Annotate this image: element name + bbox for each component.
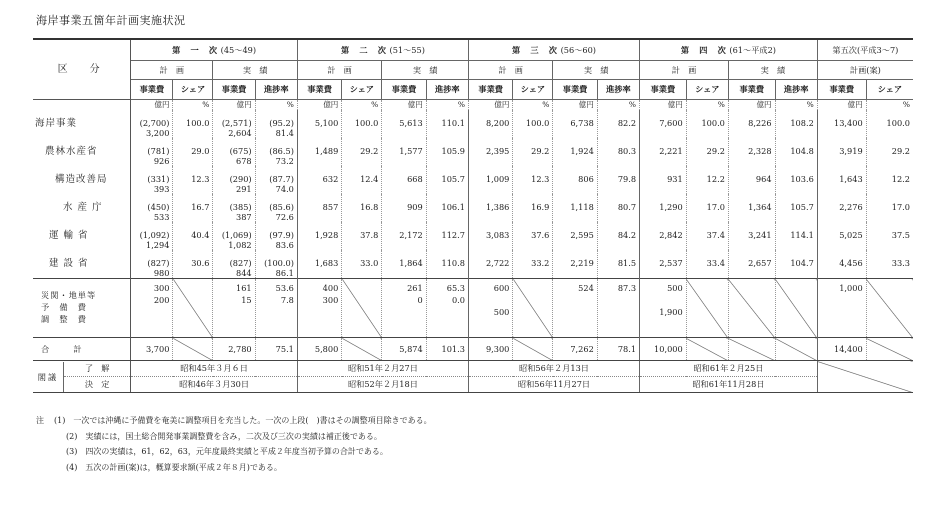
p4-plan-share-cell: 17.0: [686, 194, 728, 222]
disaster-label: 災関・地単等: [41, 290, 97, 301]
row-label: 構造改善局: [33, 166, 131, 194]
p1-plan-share-cell: 40.4: [173, 222, 213, 250]
p2-progress-cell: 106.1: [426, 194, 468, 222]
p4-plan-share-cell: 12.2: [686, 166, 728, 194]
p2-progress-header: 進捗率: [426, 80, 468, 100]
note-num: (1): [54, 416, 66, 425]
kakugi-approve-label: 了 解: [64, 361, 130, 377]
table-row: [33, 166, 913, 194]
unit-oku: 億円: [468, 100, 512, 111]
p1-actual-cost-cell: (827) 844: [213, 250, 255, 279]
table-row: [33, 138, 913, 166]
row-label: 建設省: [33, 250, 131, 279]
p4-progress-cell: 105.7: [775, 194, 817, 222]
other-row-labels: [33, 279, 131, 338]
note-num: (2): [66, 431, 78, 441]
period2-range: (51〜55): [389, 44, 425, 55]
p2-progress-cell: 110.8: [426, 250, 468, 279]
empty-cell: [728, 338, 775, 361]
empty-cell: [866, 279, 913, 338]
p4-progress-cell: 104.7: [775, 250, 817, 279]
note-text: 四次の実績は，61，62，63，元年度最終実績と平成２年度当初予算の合計である。: [85, 447, 388, 456]
p3-plan-share-header: シェア: [513, 80, 553, 100]
p5-plan-share-cell: 17.0: [891, 202, 910, 213]
p4-progress-cell: 114.1: [775, 222, 817, 250]
p5-plan-share-cell: 100.0: [886, 118, 910, 129]
unit-pct: %: [775, 100, 817, 111]
period1-name: 第 一 次: [172, 44, 219, 55]
empty-cell: [686, 279, 728, 338]
p2-actual-cost-cell: 2,172: [382, 222, 426, 250]
p5-total-plan: 14,400: [817, 338, 866, 361]
unit-pct: %: [342, 100, 382, 111]
p5-plan-share-cell: 37.5: [891, 230, 910, 241]
period4-name: 第 四 次: [680, 44, 727, 55]
p2-plan-cost-cell: 1,489: [297, 138, 341, 166]
unit-oku: 億円: [131, 100, 173, 111]
p4-actual-header: 実 績: [728, 61, 817, 80]
p3-plan-cost-cell: 1,386: [468, 194, 512, 222]
unit-row: [33, 100, 913, 111]
p3-plan-header: 計 画: [468, 61, 552, 80]
p2-plan-share-cell: 37.8: [342, 222, 382, 250]
page-title: 海岸事業五箇年計画実施状況: [36, 14, 186, 27]
p1-other-progress: 53.6 7.8: [255, 279, 297, 338]
row-label: 農林水産省: [33, 138, 131, 166]
period5-name: 第五次(平成3〜7): [832, 44, 899, 55]
p4-plan-share-cell: 100.0: [686, 110, 728, 138]
p4-actual-cost-cell: 3,241: [728, 222, 775, 250]
p3-progress-cell: 80.3: [597, 138, 639, 166]
unit-oku: 億円: [382, 100, 426, 111]
p2-actual-cost-cell: 668: [382, 166, 426, 194]
p3-plan-cost-cell: 2,722: [468, 250, 512, 279]
empty-cell: [686, 338, 728, 361]
unit-pct: %: [513, 100, 553, 111]
p4-plan-cost-header: 事業費: [640, 80, 687, 100]
p2-plan-cost-header: 事業費: [297, 80, 341, 100]
kakugi-decide-label: 決 定: [84, 379, 110, 389]
p3-actual-cost-header: 事業費: [553, 80, 597, 100]
empty-cell: [173, 279, 213, 338]
note-4: [36, 460, 432, 476]
p5-plan-share-header: シェア: [866, 80, 913, 100]
p2-plan-cost-cell: 1,928: [297, 222, 341, 250]
p3-progress-cell: 81.5: [597, 250, 639, 279]
p1-plan-share-cell: 30.6: [173, 250, 213, 279]
p4-progress-header: 進捗率: [775, 80, 817, 100]
p1-plan-share-cell: 16.7: [173, 194, 213, 222]
notes-lead: 注: [36, 416, 44, 425]
p1-progress-cell: (86.5) 73.2: [255, 138, 297, 166]
p1-plan-cost-cell: (1,092) 1,294: [131, 222, 173, 250]
table-row: [33, 194, 913, 222]
period2-header: [297, 39, 468, 61]
p5-plan-cost-cell: 4,456: [817, 250, 866, 279]
p2-plan-share-cell: 12.4: [342, 166, 382, 194]
p5-plan-cost-cell: 13,400: [817, 110, 866, 138]
p5-plan-share-cell: 33.3: [891, 258, 910, 269]
p4-actual-cost-cell: 1,364: [728, 194, 775, 222]
p3-progress-cell: 82.2: [597, 110, 639, 138]
kakugi-label-cell: [33, 361, 131, 393]
p2-actual-header: 実 績: [382, 61, 469, 80]
p2-actual-cost-cell: 5,613: [382, 110, 426, 138]
p3-progress-cell: 84.2: [597, 222, 639, 250]
p4-plan-header: 計 画: [640, 61, 729, 80]
p2-decide-date: 昭和52年２月18日: [297, 377, 468, 393]
p2-total-progress: 101.3: [426, 338, 468, 361]
p4-progress-cell: 103.6: [775, 166, 817, 194]
unit-oku: 億円: [213, 100, 255, 111]
p3-plan-cost-cell: 2,395: [468, 138, 512, 166]
p3-actual-cost-cell: 6,738: [553, 110, 597, 138]
p3-plan-cost-cell: 1,009: [468, 166, 512, 194]
note-num: (3): [66, 447, 78, 456]
period1-header: [131, 39, 298, 61]
p3-plan-cost-cell: 3,083: [468, 222, 512, 250]
p4-plan-share-header: シェア: [686, 80, 728, 100]
p1-approve-date: 昭和45年３月６日: [131, 361, 298, 377]
p4-plan-cost-cell: 2,221: [640, 138, 687, 166]
unit-oku: 億円: [640, 100, 687, 111]
p2-plan-cost-cell: 857: [297, 194, 341, 222]
p3-total-cost: 7,262: [553, 338, 597, 361]
p4-actual-cost-cell: 8,226: [728, 110, 775, 138]
empty-cell: [775, 279, 817, 338]
p1-actual-cost-cell: (2,571) 2,604: [213, 110, 255, 138]
data-body: [33, 110, 913, 279]
empty-cell: [342, 279, 382, 338]
empty-cell: [775, 338, 817, 361]
kakugi-decide-row: [33, 377, 913, 393]
p5-plan-cost-cell: 1,643: [817, 166, 866, 194]
p4-actual-cost-cell: 964: [728, 166, 775, 194]
unit-blank: [33, 100, 131, 111]
p3-actual-cost-cell: 2,219: [553, 250, 597, 279]
p4-actual-cost-header: 事業費: [728, 80, 775, 100]
total-label: 合 計: [33, 338, 131, 361]
p5-plan-share-cell: 12.2: [891, 174, 910, 185]
table-row: [33, 110, 913, 138]
p2-plan-cost-cell: 1,683: [297, 250, 341, 279]
p3-plan-share-cell: 33.2: [513, 250, 553, 279]
period1-range: (45〜49): [220, 44, 257, 55]
p3-other-cost: 524: [553, 279, 597, 338]
p3-plan-cost-header: 事業費: [468, 80, 512, 100]
p3-progress-cell: 80.7: [597, 194, 639, 222]
p1-decide-date: 昭和46年３月30日: [131, 377, 298, 393]
category-header: 区 分: [33, 39, 131, 100]
p1-plan-share-header: シェア: [173, 80, 213, 100]
p3-other-progress: 87.3: [597, 279, 639, 338]
p3-progress-header: 進捗率: [597, 80, 639, 100]
p3-actual-cost-cell: 2,595: [553, 222, 597, 250]
p2-plan-cost-cell: 632: [297, 166, 341, 194]
p5-plan-cost-header: 事業費: [817, 80, 866, 100]
p5-plan-share-cell: 29.2: [891, 146, 910, 157]
p5-plan-cost-cell: 5,025: [817, 222, 866, 250]
empty-cell: [342, 338, 382, 361]
p4-approve-date: 昭和61年２月25日: [640, 361, 818, 377]
p1-progress-cell: (97.9) 83.6: [255, 222, 297, 250]
p2-total-cost: 5,874: [382, 338, 426, 361]
p4-decide-date: 昭和61年11月28日: [640, 377, 818, 393]
p5-plan-header: 計画(案): [817, 61, 913, 80]
p1-progress-cell: (100.0) 86.1: [255, 250, 297, 279]
footnotes: [36, 413, 432, 475]
p3-plan-share-cell: 12.3: [513, 166, 553, 194]
p1-plan-share-cell: 29.0: [173, 138, 213, 166]
p2-plan-share-header: シェア: [342, 80, 382, 100]
unit-oku: 億円: [817, 100, 866, 111]
p2-total-plan: 5,800: [297, 338, 341, 361]
p3-progress-cell: 79.8: [597, 166, 639, 194]
p1-actual-cost-header: 事業費: [213, 80, 255, 100]
p3-total-progress: 78.1: [597, 338, 639, 361]
p2-other-cost: 261 0: [382, 279, 426, 338]
p3-approve-date: 昭和56年２月13日: [468, 361, 639, 377]
reserve-label: 予 備 費: [41, 302, 87, 313]
note-text: 五次の計画(案)は，概算要求額(平成２年８月)である。: [85, 462, 282, 472]
p4-plan-cost-cell: 1,290: [640, 194, 687, 222]
p5-plan-cost-cell: 2,276: [817, 194, 866, 222]
period5-header: [817, 39, 913, 61]
unit-oku: 億円: [297, 100, 341, 111]
p2-actual-cost-cell: 909: [382, 194, 426, 222]
unit-pct: %: [902, 100, 910, 110]
p3-plan-share-cell: 16.9: [513, 194, 553, 222]
p2-approve-date: 昭和51年２月27日: [297, 361, 468, 377]
p4-plan-cost-cell: 2,842: [640, 222, 687, 250]
row-label: 水産庁: [33, 194, 131, 222]
plan-status-table: [33, 38, 913, 393]
p3-plan-share-cell: 29.2: [513, 138, 553, 166]
p1-actual-cost-cell: (1,069) 1,082: [213, 222, 255, 250]
p4-plan-cost-cell: 2,537: [640, 250, 687, 279]
period4-range: (61〜平成2): [729, 44, 776, 55]
p1-plan-share-cell: 12.3: [173, 166, 213, 194]
p1-actual-cost-cell: (675) 678: [213, 138, 255, 166]
unit-pct: %: [255, 100, 297, 111]
p2-plan-share-cell: 100.0: [342, 110, 382, 138]
p3-total-plan: 9,300: [468, 338, 512, 361]
p4-plan-cost-cell: 931: [640, 166, 687, 194]
p2-plan-share-cell: 33.0: [342, 250, 382, 279]
p1-actual-cost-cell: (385) 387: [213, 194, 255, 222]
p2-progress-cell: 112.7: [426, 222, 468, 250]
period3-range: (56〜60): [560, 44, 596, 55]
p3-decide-date: 昭和56年11月27日: [468, 377, 639, 393]
p4-actual-cost-cell: 2,657: [728, 250, 775, 279]
p4-plan-share-cell: 29.2: [686, 138, 728, 166]
p4-plan-share-cell: 33.4: [686, 250, 728, 279]
p2-other-progress: 65.3 0.0: [426, 279, 468, 338]
p1-total-plan: 3,700: [131, 338, 173, 361]
empty-cell: [728, 279, 775, 338]
row-label: 海岸事業: [33, 110, 131, 138]
p2-plan-cost-cell: 5,100: [297, 110, 341, 138]
p2-plan-share-cell: 29.2: [342, 138, 382, 166]
p1-plan-cost-cell: (331) 393: [131, 166, 173, 194]
p1-plan-cost-cell: (827) 980: [131, 250, 173, 279]
p1-progress-header: 進捗率: [255, 80, 297, 100]
note-1: [36, 413, 432, 429]
p1-progress-cell: (85.6) 72.6: [255, 194, 297, 222]
p3-actual-cost-cell: 806: [553, 166, 597, 194]
p4-progress-cell: 104.8: [775, 138, 817, 166]
p4-progress-cell: 108.2: [775, 110, 817, 138]
p1-plan-cost-header: 事業費: [131, 80, 173, 100]
unit-pct: %: [173, 100, 213, 111]
note-2: [36, 429, 432, 445]
period4-header: [640, 39, 818, 61]
unit-pct: %: [426, 100, 468, 111]
row-label: 運輸省: [33, 222, 131, 250]
table-row: [33, 250, 913, 279]
period3-header: [468, 39, 639, 61]
p1-plan-share-cell: 100.0: [173, 110, 213, 138]
p3-actual-header: 実 績: [553, 61, 640, 80]
table-row: [33, 222, 913, 250]
p4-other-plan: 500 1,900: [640, 279, 687, 338]
p1-progress-cell: (87.7) 74.0: [255, 166, 297, 194]
p2-progress-cell: 105.7: [426, 166, 468, 194]
p4-total-plan: 10,000: [640, 338, 687, 361]
empty-cell: [173, 338, 213, 361]
p3-plan-cost-cell: 8,200: [468, 110, 512, 138]
unit-pct: %: [597, 100, 639, 111]
p1-progress-cell: (95.2) 81.4: [255, 110, 297, 138]
p1-actual-header: 実 績: [213, 61, 297, 80]
note-3: [36, 444, 432, 460]
p5-other-plan: 1,000: [817, 279, 866, 338]
empty-cell: [513, 279, 553, 338]
p1-other-plan: 300 200: [131, 279, 173, 338]
p1-total-progress: 75.1: [255, 338, 297, 361]
p2-plan-share-cell: 16.8: [342, 194, 382, 222]
period2-name: 第 二 次: [340, 44, 387, 55]
p1-other-cost: 161 15: [213, 279, 255, 338]
p1-total-cost: 2,780: [213, 338, 255, 361]
p5-plan-cost-cell: 3,919: [817, 138, 866, 166]
p2-plan-header: 計 画: [297, 61, 381, 80]
p2-actual-cost-cell: 1,864: [382, 250, 426, 279]
p1-plan-cost-cell: (450) 533: [131, 194, 173, 222]
p1-actual-cost-cell: (290) 291: [213, 166, 255, 194]
p4-plan-cost-cell: 7,600: [640, 110, 687, 138]
p2-progress-cell: 110.1: [426, 110, 468, 138]
p1-plan-cost-cell: (2,700) 3,200: [131, 110, 173, 138]
p2-actual-cost-cell: 1,577: [382, 138, 426, 166]
adjust-label: 調 整 費: [41, 313, 87, 324]
p3-actual-cost-cell: 1,924: [553, 138, 597, 166]
p3-other-plan: 600 500: [468, 279, 512, 338]
unit-oku: 億円: [553, 100, 597, 111]
p2-actual-cost-header: 事業費: [382, 80, 426, 100]
unit-oku: 億円: [728, 100, 775, 111]
total-row: [33, 338, 913, 361]
kakugi-approve-row: [33, 361, 913, 377]
unit-pct: %: [686, 100, 728, 111]
p1-plan-cost-cell: (781) 926: [131, 138, 173, 166]
p4-actual-cost-cell: 2,328: [728, 138, 775, 166]
p1-plan-header: 計 画: [131, 61, 213, 80]
kakugi-label: 閣議: [33, 362, 64, 392]
p2-progress-cell: 105.9: [426, 138, 468, 166]
p3-plan-share-cell: 100.0: [513, 110, 553, 138]
note-text: 実績には，国土総合開発事業調整費を含み，二次及び三次の実績は補正後である。: [85, 431, 382, 441]
empty-cell: [866, 338, 913, 361]
period3-name: 第 三 次: [512, 44, 558, 55]
p2-other-plan: 400 300: [297, 279, 341, 338]
note-num: (4): [66, 462, 78, 472]
note-text: 一次では沖縄に予備費を奄美に調整項目を充当した。一次の上段( )書はその調整項目除きである。: [73, 416, 432, 425]
p3-plan-share-cell: 37.6: [513, 222, 553, 250]
p4-plan-share-cell: 37.4: [686, 222, 728, 250]
p3-actual-cost-cell: 1,118: [553, 194, 597, 222]
empty-cell: [513, 338, 553, 361]
p5-kakugi-empty: [817, 361, 913, 393]
other-rows: [33, 279, 913, 338]
